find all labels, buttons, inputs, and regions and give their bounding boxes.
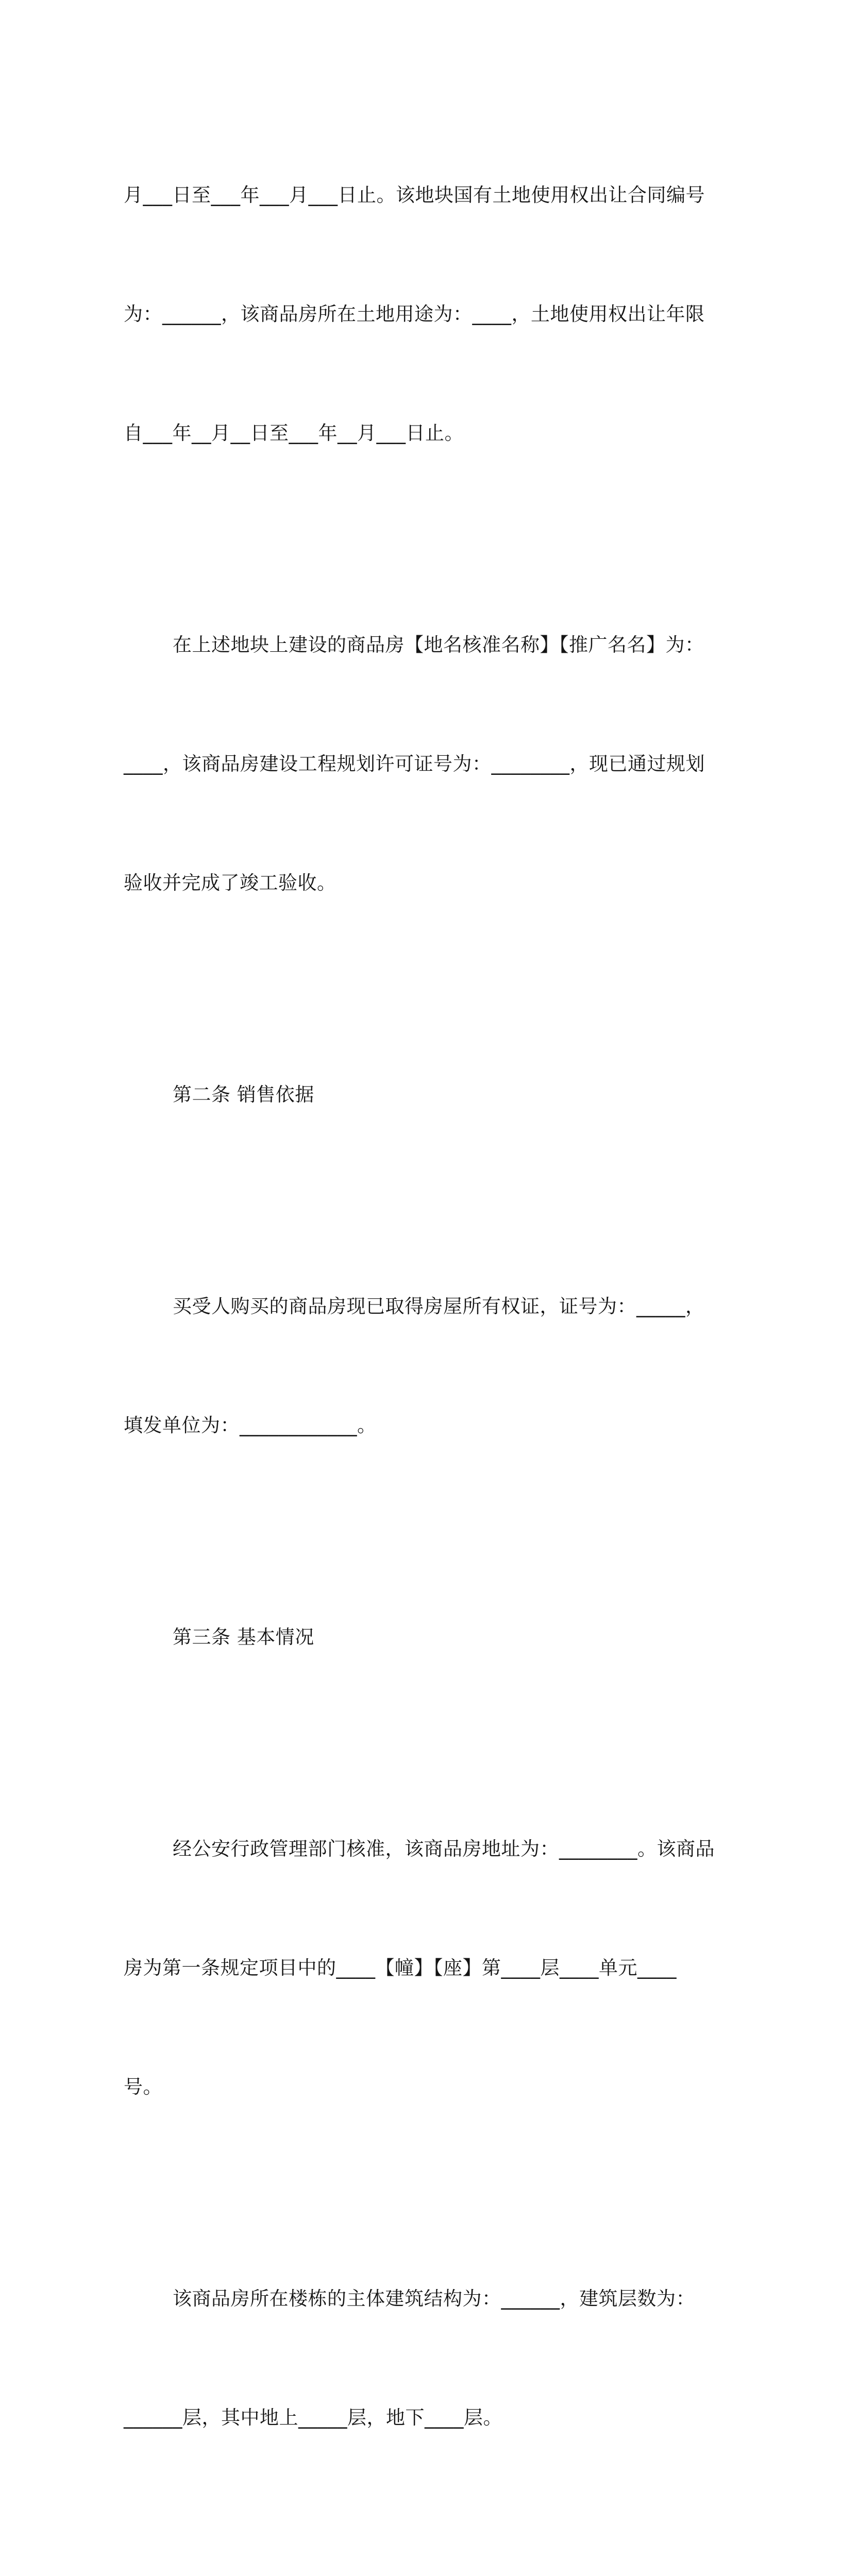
text-line: ______层，其中地上_____层，地下____层。 bbox=[124, 2406, 502, 2429]
paragraph-structure bbox=[124, 2199, 727, 2517]
paragraph-ownership-cert bbox=[124, 1207, 727, 1524]
text-line: 在上述地块上建设的商品房【地名核准名称】【推广名名】为： bbox=[173, 634, 704, 656]
text-line: ____，该商品房建设工程规划许可证号为：________，现已通过规划 bbox=[124, 753, 705, 775]
text-line: 验收并完成了竣工验收。 bbox=[124, 872, 337, 894]
paragraph-land-use-right bbox=[124, 96, 727, 532]
heading-article-3 bbox=[124, 1538, 727, 1736]
text-line: 买受人购买的商品房现已取得房屋所有权证，证号为：_____， bbox=[173, 1295, 705, 1317]
section-heading: 第二条 销售依据 bbox=[173, 1083, 314, 1106]
document-body bbox=[124, 96, 727, 2576]
text-line: 自___年__月__日至___年__月___日止。 bbox=[124, 422, 464, 444]
text-line: 填发单位为：____________。 bbox=[124, 1414, 377, 1436]
paragraph-project-name bbox=[124, 546, 727, 982]
heading-article-2 bbox=[124, 995, 727, 1194]
text-line: 房为第一条规定项目中的____【幢】【座】第____层____单元____ bbox=[124, 1957, 677, 1979]
text-line: 号。 bbox=[124, 2076, 162, 2098]
text-line: 为：______，该商品房所在土地用途为：____，土地使用权出让年限 bbox=[124, 303, 705, 325]
text-line: 月___日至___年___月___日止。该地块国有土地使用权出让合同编号 bbox=[124, 184, 705, 206]
text-line: 经公安行政管理部门核准，该商品房地址为：________。该商品 bbox=[173, 1838, 715, 1860]
paragraph-usage bbox=[124, 2530, 727, 2576]
section-heading: 第三条 基本情况 bbox=[173, 1626, 314, 1648]
text-line: 该商品房所在楼栋的主体建筑结构为：______，建筑层数为： bbox=[173, 2287, 695, 2310]
paragraph-address bbox=[124, 1750, 727, 2186]
